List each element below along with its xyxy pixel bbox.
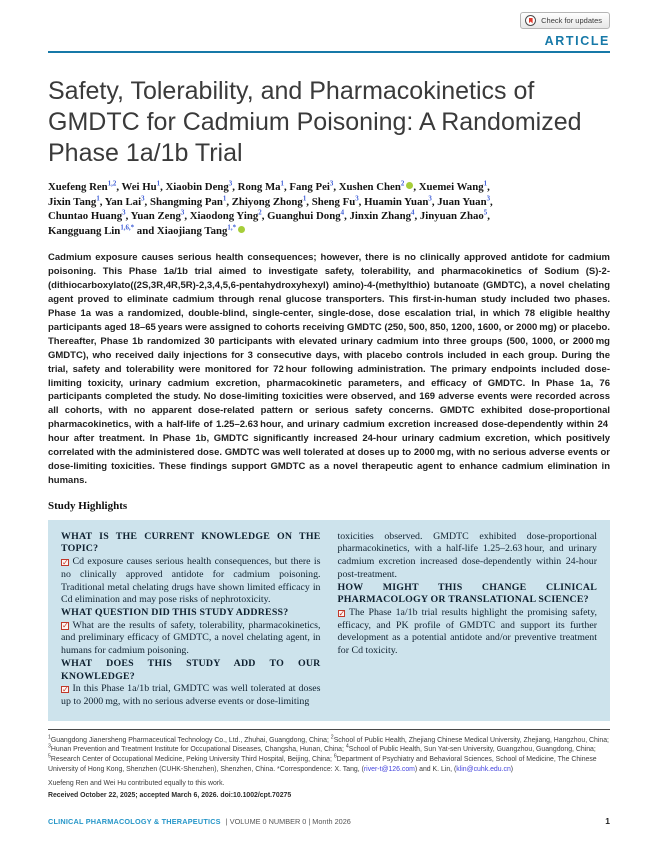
author-name: Jixin Tang xyxy=(48,195,97,208)
author-name: Xiaojiang Tang xyxy=(156,224,228,237)
author-line: Jixin Tang$^1$, Yan Lai$^3$, Shangming Pan$^1$, Zhiyong Zhong$^1$, Sheng Fu$^3$, Huamin Yuan$^3$, Juan Yuan$^3$, xyxy=(48,195,493,208)
author-line: Xuefeng Ren$^{1,2}$, Wei Hu$^1$, Xiaobin Deng$^3$, Rong Ma$^1$, Fang Pei$^3$, Xushen Chen$^2$ , Xuemei Wang$^1$, xyxy=(48,180,490,193)
page-number: 1 xyxy=(605,816,610,826)
highlight-heading: WHAT QUESTION DID THIS STUDY ADDRESS? xyxy=(61,607,289,618)
author-name: Xuefeng Ren xyxy=(48,181,108,193)
footer-left xyxy=(48,817,351,826)
highlight-heading: WHAT DOES THIS STUDY ADD TO OUR KNOWLEDGE? xyxy=(61,657,321,682)
title-line: Phase 1a/1b Trial xyxy=(48,139,243,167)
author-name: Jinxin Zhang xyxy=(349,210,411,223)
check-for-updates-button[interactable] xyxy=(520,12,610,29)
highlight-heading: WHAT IS THE CURRENT KNOWLEDGE ON THE TOPIC? xyxy=(61,530,321,555)
author-name: Fang Pei xyxy=(289,181,330,193)
journal-name: CLINICAL PHARMACOLOGY & THERAPEUTICS xyxy=(48,817,221,826)
checkbox-icon: ✓ xyxy=(338,608,346,618)
author-name: Chuntao Huang xyxy=(48,210,123,223)
page-footer xyxy=(48,816,610,826)
author-name: Juan Yuan xyxy=(437,195,487,208)
checkbox-icon: ✓ xyxy=(62,684,69,694)
highlight-paragraph: ✓ The Phase 1a/1b trial results highlight the promising safety, efficacy, and PK profile of GMDTC and support its further development as a potential antidote and/or preventive treatment for Cd toxicity. xyxy=(337,607,597,657)
title-line: Safety, Tolerability, and Pharmacokinetics of xyxy=(48,77,535,105)
author-name: Wei Hu xyxy=(121,181,157,193)
author-name: Yuan Zeng xyxy=(130,210,181,223)
author-name: Zhiyong Zhong xyxy=(231,195,303,208)
checkbox-icon: ✓ xyxy=(62,557,69,567)
affiliations-text: $^1$Guangdong Jianersheng Pharmaceutical Technology Co., Ltd., Zhuhai, Guangdong, China; $^2$School of Public Health, Zhejiang Chinese Medical University, Zhejiang, Hangzhou, China; $^3$Hunan Prevention and Treatment Institute for Occupational Diseases, Changsha, Hunan, China; $^4$School of Public Health, Sun Yat-sen University, Guangzhou, Guangdong, China; $^5$Research Center of Occupational Medicine, Peking University Third Hospital, Beijing, China; $^6$Department of Psychiatry and Behavioral Sciences, School of Medicine, The Chinese University of Hong Kong, Shenzhen (CUHK-Shenzhen), Shenzhen, China. *Correspondence: X. Tang, (river-t@126.com) and K. Lin, (klin@cuhk.edu.cn) xyxy=(48,734,609,773)
abstract-text: Cadmium exposure causes serious health consequences; however, there is no clinically approved antidote for cadmium poisoning. This Phase 1a/1b trial aimed to investigate safety, tolerability, and pharmacokinetics of Sodium (S)-2-(dithiocarboxylato((2S,3R,4R,5R)-2,3,4,5,6-pentahydroxyhexyl) amino)-4-(methylthio) butanoate (GMDTC), a novel chelating agent proved to eliminate cadmium through renal glucose transporters. This first-in-human study included two phases. Phase 1a was a randomized, double-blind, single-center, single-dose, dose escalation trial, in which 78 eligible healthy participants aged 18–65 years were assigned to cohorts receiving GMDTC (250, 500, 850, 1200, 1600, or 2000 mg) or placebo. Thereafter, Phase 1b randomized 30 participants with elevated urinary cadmium into three groups (500, 1000, or 2000 mg GMDTC), who received daily injections for 3 consecutive days, with placebo controls included in each group. During the trial, safety and tolerability were monitored for 72 hour following administration. The primary endpoints included dose-limiting toxicity, urinary cadmium excretion, pharmacokinetic parameters, and efficacy of GMDTC. In Phase 1a, 76 participants completed the study. No dose-limiting toxicities were observed, and 169 adverse events were recorded across all cohorts, with no apparent dose-related pattern or serious safety concerns. GMDTC exhibited dose-proportional pharmacokinetics, with a half-life of 1.25–2.63 hour, and urinary cadmium excretion increased dose-dependently within 24 hour after treatment. In Phase 1b, GMDTC significantly increased 24-hour urinary cadmium excretion, which positively correlated with the administered dose. GMDTC was well tolerated at doses up to 2000 mg, with no serious adverse events or dose-limiting toxicities. These findings support GMDTC as a novel therapeutic agent to enhance cadmium elimination in humans. xyxy=(48,252,610,486)
bookmark-icon xyxy=(529,18,533,24)
author-list xyxy=(48,180,610,238)
author-line: Chuntao Huang$^3$, Yuan Zeng$^3$, Xiaodong Ying$^2$, Guanghui Dong$^4$, Jinxin Zhang$^4$, Jinyuan Zhao$^5$, xyxy=(48,209,490,223)
highlight-paragraph: toxicities observed. GMDTC exhibited dose-proportional pharmacokinetics, with a half-life 1.25–2.63 hour, and urinary cadmium excretion increased dose-dependently within 24-hour post-treatment. xyxy=(337,530,597,580)
highlight-paragraph: ✓ What are the results of safety, tolerability, pharmacokinetics, and preliminary efficacy of GMDTC, a novel chelating agent, in humans for cadmium poisoning. xyxy=(61,619,321,657)
author-name: Xiaodong Ying xyxy=(189,210,259,223)
author-name: Yan Lai xyxy=(104,195,142,208)
orcid-icon[interactable] xyxy=(406,182,413,189)
study-highlights-heading: Study Highlights xyxy=(48,499,128,512)
volume-issue-date: | VOLUME 0 NUMBER 0 | Month 2026 xyxy=(225,817,351,826)
author-line: Kangguang Lin$^{1,6,*}$ and Xiaojiang Tang$^{1,*}$ xyxy=(48,224,610,239)
author-name: Huamin Yuan xyxy=(364,195,429,208)
author-name: Guanghui Dong xyxy=(267,210,341,223)
equal-contribution-note: Xuefeng Ren and Wei Hu contributed equally to this work. xyxy=(48,780,225,788)
title-line: GMDTC for Cadmium Poisoning: A Randomized xyxy=(48,108,582,136)
highlight-heading: HOW MIGHT THIS CHANGE CLINICAL PHARMACOLOGY OR TRANSLATIONAL SCIENCE? xyxy=(337,581,597,606)
orcid-icon[interactable] xyxy=(238,226,245,233)
author-name: Sheng Fu xyxy=(311,195,356,208)
highlight-paragraph: ✓ In this Phase 1a/1b trial, GMDTC was well tolerated at doses up to 2000 mg, with no serious adverse events or dose-limiting xyxy=(61,683,321,707)
article-type-label: ARTICLE xyxy=(48,34,610,53)
badge-row xyxy=(48,12,610,29)
checkbox-icon: ✓ xyxy=(62,621,69,631)
highlight-paragraph: ✓ Cd exposure causes serious health consequences, but there is no clinically approved antidote for cadmium poisoning. Traditional metal chelating drugs have shown limited efficacy in Cd elimination and may pose risks of nephrotoxicity. xyxy=(61,556,321,606)
author-name: Shangming Pan xyxy=(149,195,223,208)
page-title xyxy=(48,76,610,169)
author-name: Xiaobin Deng xyxy=(165,181,229,193)
author-name: Jinyuan Zhao xyxy=(419,210,484,223)
study-highlights-box xyxy=(48,520,610,721)
highlights-left-column xyxy=(61,531,321,709)
email-link[interactable]: klin@cuhk.edu.cn xyxy=(456,765,511,773)
highlights-right-column xyxy=(338,531,598,709)
check-for-updates-label: Check for updates xyxy=(541,16,602,25)
author-name: Xushen Chen xyxy=(338,181,401,193)
crossmark-icon xyxy=(525,15,536,26)
email-link[interactable]: river-t@126.com xyxy=(363,765,415,773)
received-accepted-doi: Received October 22, 2025; accepted March 6, 2026. doi:10.1002/cpt.70275 xyxy=(48,792,292,800)
author-name: Kangguang Lin xyxy=(48,224,121,237)
author-name: Xuemei Wang xyxy=(418,181,484,193)
author-name: Rong Ma xyxy=(237,181,281,193)
